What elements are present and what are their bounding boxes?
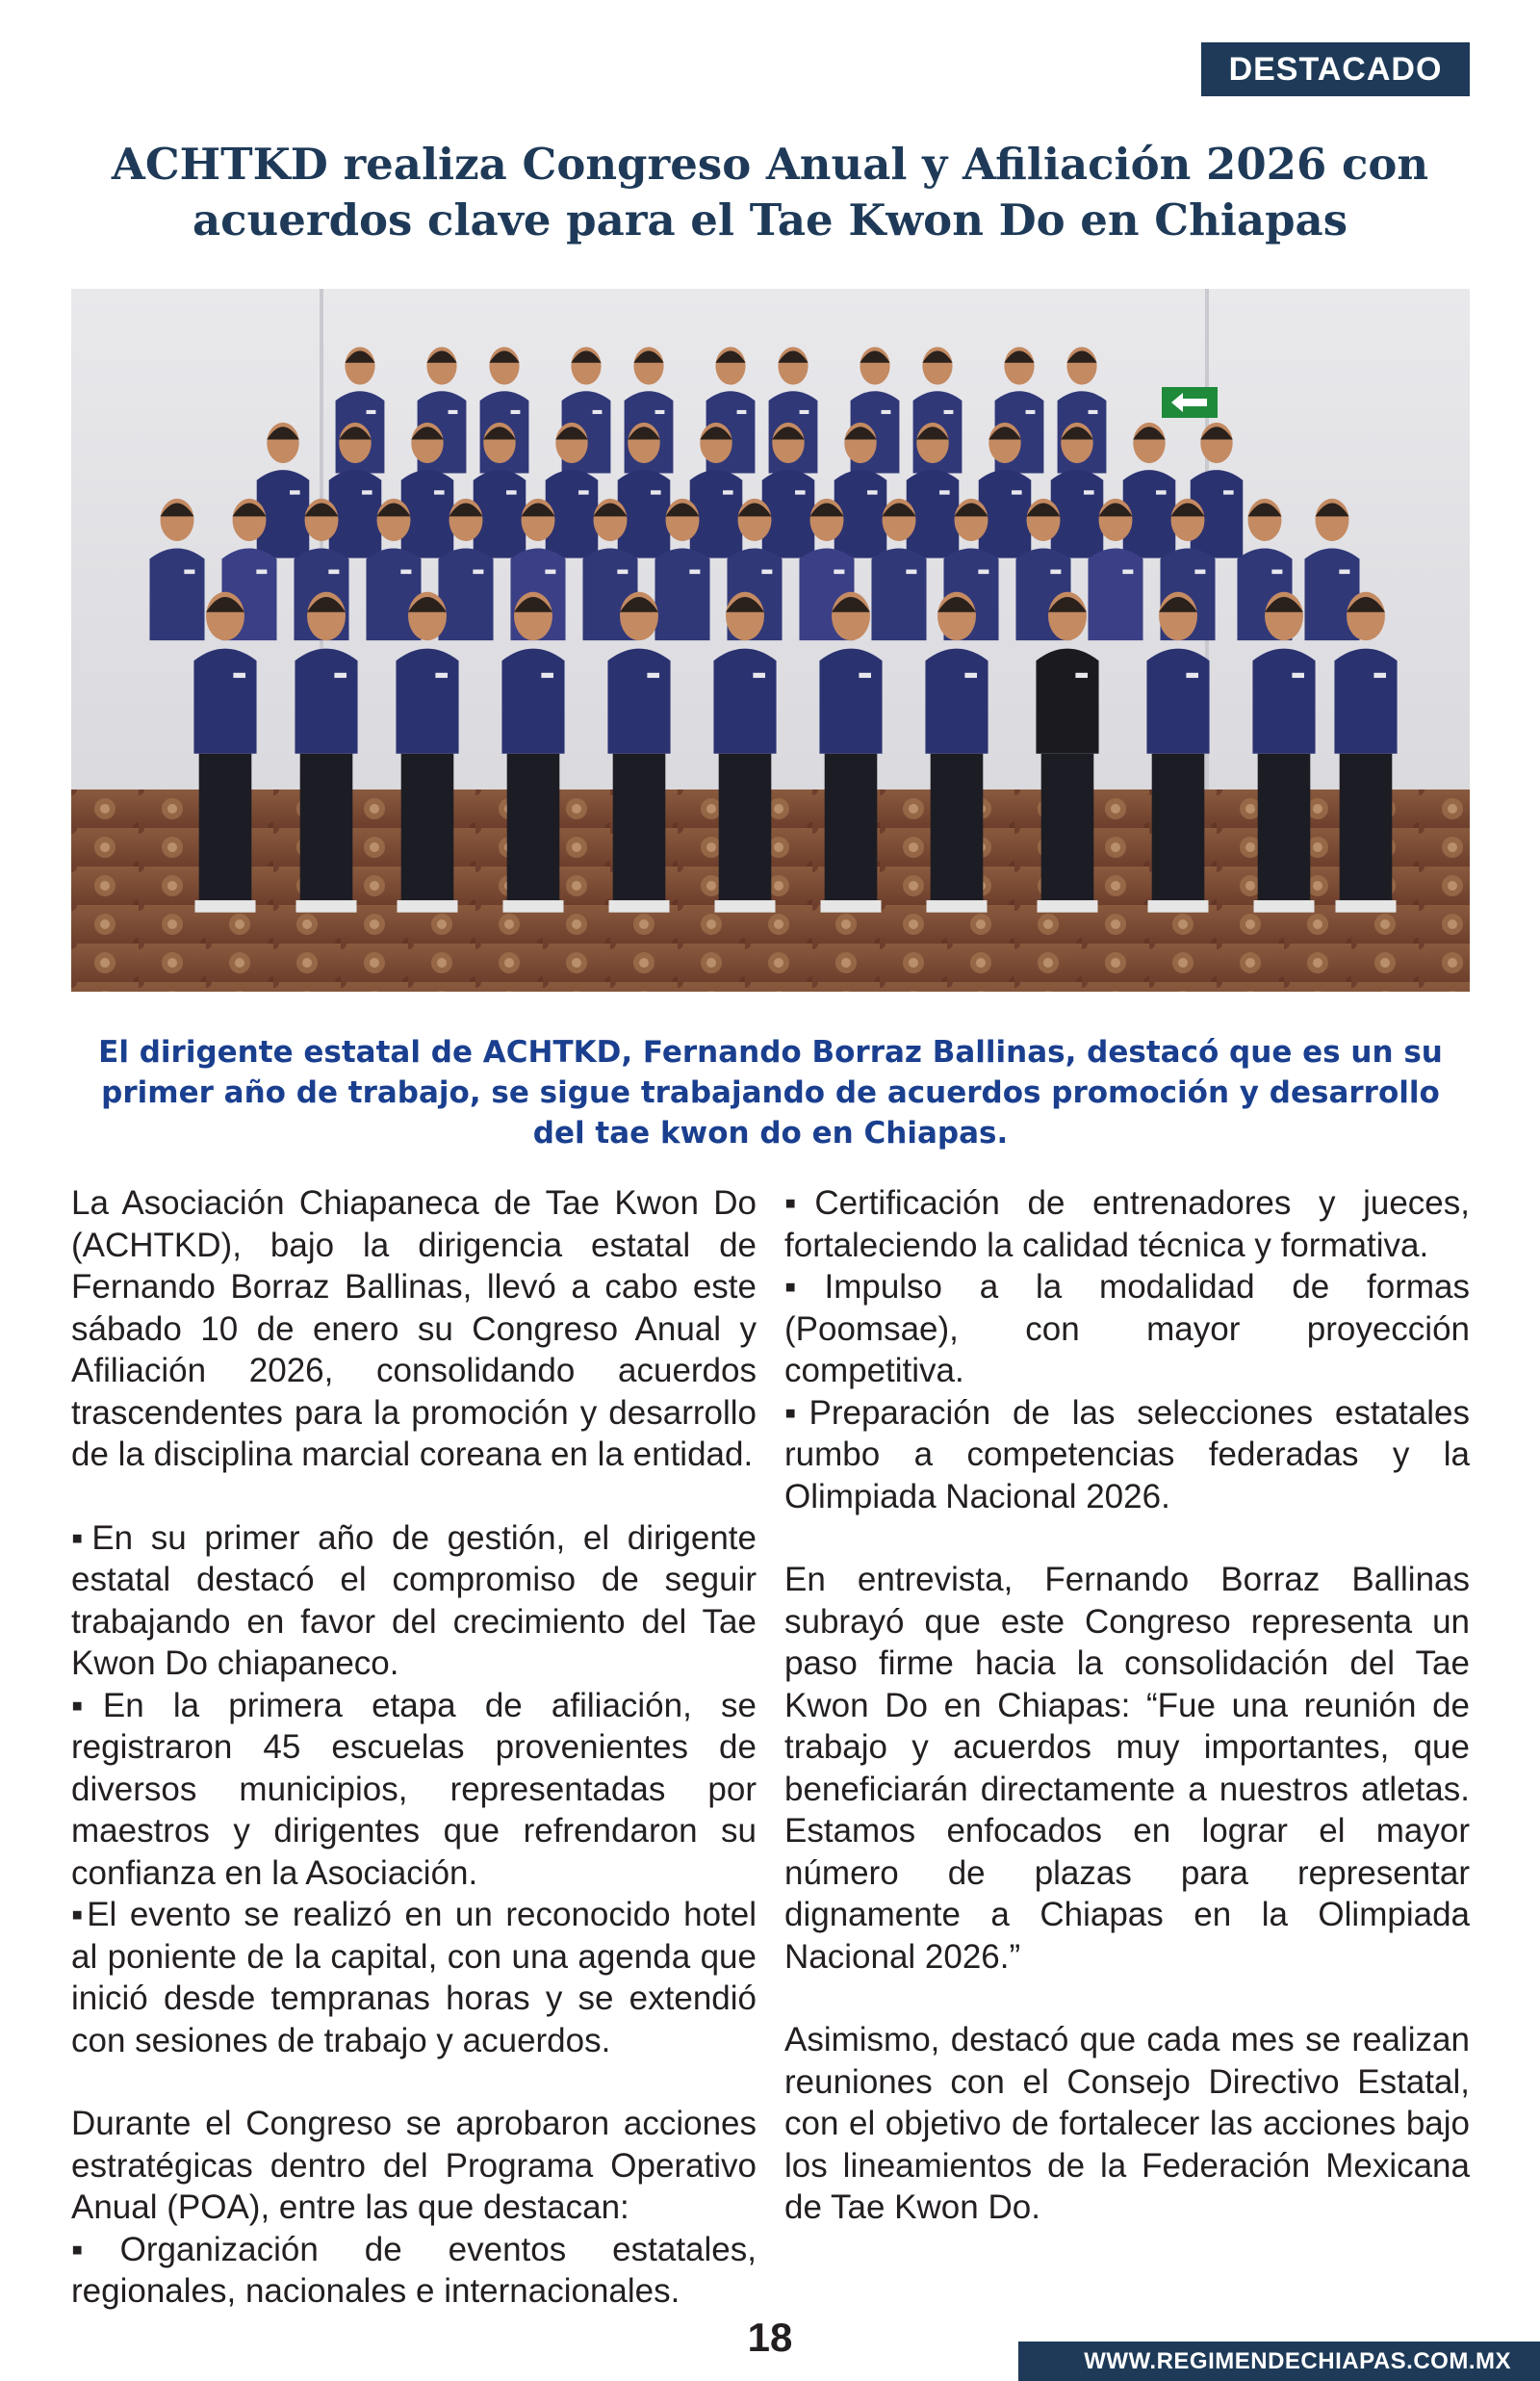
bullet-item: ▪En su primer año de gestión, el dirigente estatal destacó el compromiso de seguir trabajando en favor del crecimiento del Tae Kwon Do chiapaneco. (71, 1518, 757, 1682)
right-column (784, 1182, 1470, 2229)
bullet-icon: ▪ (71, 1896, 88, 1933)
group-photo (71, 289, 1470, 992)
website-footer[interactable]: WWW.REGIMENDECHIAPAS.COM.MX (1018, 2342, 1540, 2381)
bullet-icon: ▪ (71, 1518, 92, 1557)
section-tag: DESTACADO (1201, 42, 1470, 96)
bullet-item: ▪Impulso a la modalidad de formas (Poomsae), con mayor proyección competitiva. (784, 1268, 1470, 1389)
bullet-item: ▪Certificación de entrenadores y jueces, fortaleciendo la calidad técnica y formativa. (784, 1184, 1470, 1264)
poa-intro-paragraph: Durante el Congreso se aprobaron acciones estratégicas dentro del Programa Operativo Anual (POA), entre las que destacan: (71, 2105, 757, 2226)
photo-caption: El dirigente estatal de ACHTKD, Fernando Borraz Ballinas, destacó que es un su primer año de trabajo, se sigue trabajando de acuerdos promoción y desarrollo del tae kwon do en Chiapas. (98, 1035, 1443, 1151)
bullet-icon: ▪ (71, 2230, 120, 2268)
bullet-item: ▪Preparación de las selecciones estatales rumbo a competencias federadas y la Olimpiada Nacional 2026. (784, 1393, 1470, 1515)
article-headline: ACHTKD realiza Congreso Anual y Afiliación 2026 con acuerdos clave para el Tae Kwon Do en Chiapas (111, 139, 1429, 246)
bullet-icon: ▪ (784, 1393, 809, 1432)
bullet-item: ▪Organización de eventos estatales, regionales, nacionales e internacionales. (71, 2230, 757, 2310)
page-number: 18 (747, 2315, 793, 2360)
interview-paragraph: En entrevista, Fernando Borraz Ballinas subrayó que este Congreso representa un paso firme hacia la consolidación del Tae Kwon Do en Chiapas: “Fue una reunión de trabajo y acuerdos muy importantes, que beneficiarán directamente a nuestros atletas. Estamos enfocados en lograr el mayor número de plazas para representar dignamente a Chiapas en la Olimpiada Nacional 2026.” (784, 1561, 1470, 1976)
bullet-item: ▪En la primera etapa de afiliación, se registraron 45 escuelas provenientes de diversos municipios, representadas por maestros y dirigentes que refrendaron su confianza en la Asociación. (71, 1686, 757, 1892)
bullet-icon: ▪ (71, 1686, 103, 1724)
left-column (71, 1182, 757, 2313)
bullet-icon: ▪ (784, 1268, 825, 1306)
closing-paragraph: Asimismo, destacó que cada mes se realizan reuniones con el Consejo Directivo Estatal, con el objetivo de fortalecer las acciones bajo los lineamientos de la Federación Mexicana de Tae Kwon Do. (784, 2021, 1470, 2226)
bullet-icon: ▪ (784, 1184, 815, 1222)
exit-sign-icon (1162, 387, 1218, 418)
intro-paragraph: La Asociación Chiapaneca de Tae Kwon Do (ACHTKD), bajo la dirigencia estatal de Fernando Borraz Ballinas, llevó a cabo este sábado 10 de enero su Congreso Anual y Afiliación 2026, consolidando acuerdos trascendentes para la promoción y desarrollo de la disciplina marcial coreana en la entidad. (71, 1184, 757, 1473)
bullet-item: ▪El evento se realizó en un reconocido hotel al poniente de la capital, con una agenda que inició desde tempranas horas y se extendió con sesiones de trabajo y acuerdos. (71, 1896, 757, 2059)
